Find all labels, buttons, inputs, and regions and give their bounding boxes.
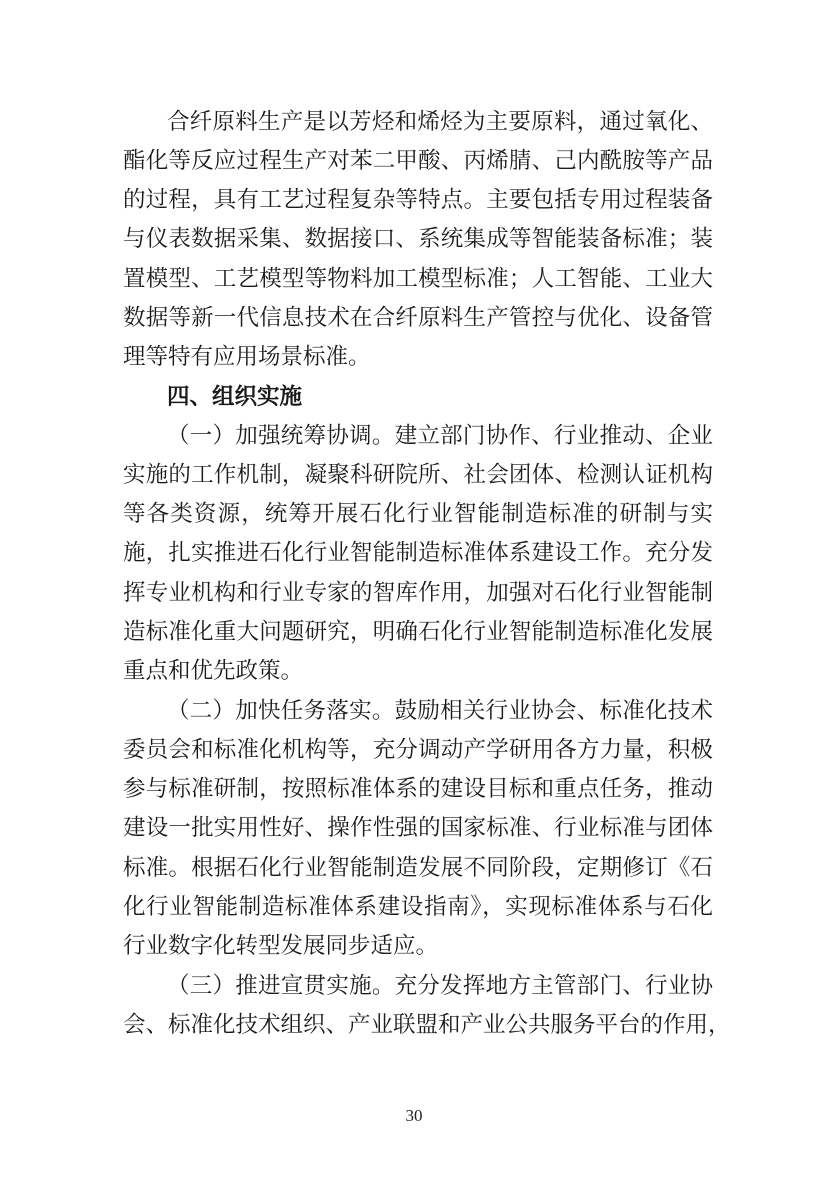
paragraph-1-line-3: 的过程，具有工艺过程复杂等特点。主要包括专用过程装备 bbox=[123, 187, 713, 213]
paragraph-1-line-1: 合纤原料生产是以芳烃和烯烃为主要原料，通过氧化、 bbox=[167, 109, 713, 135]
paragraph-3-line-4: 建设一批实用性好、操作性强的国家标准、行业标准与团体 bbox=[123, 815, 713, 841]
paragraph-4-line-2: 会、标准化技术组织、产业联盟和产业公共服务平台的作用， bbox=[123, 1012, 731, 1038]
paragraph-1-line-6: 数据等新一代信息技术在合纤原料生产管控与优化、设备管 bbox=[123, 305, 713, 331]
paragraph-2-line-3: 等各类资源，统筹开展石化行业智能制造标准的研制与实 bbox=[123, 501, 713, 527]
paragraph-1-line-2: 酯化等反应过程生产对苯二甲酸、丙烯腈、己内酰胺等产品 bbox=[123, 148, 713, 174]
paragraph-3-line-5: 标准。根据石化行业智能制造发展不同阶段，定期修订《石 bbox=[123, 855, 713, 881]
paragraph-2-first-rest: 建立部门协作、行业推动、企业 bbox=[394, 423, 713, 449]
paragraph-3-line-7: 行业数字化转型发展同步适应。 bbox=[123, 933, 439, 959]
paragraph-2-lead: （一）加强统筹协调。 bbox=[167, 423, 395, 449]
paragraph-2-line-5: 挥专业机构和行业专家的智库作用，加强对石化行业智能制 bbox=[123, 580, 713, 606]
paragraph-1-line-4: 与仪表数据采集、数据接口、系统集成等智能装备标准；装 bbox=[123, 226, 713, 252]
paragraph-2-line-2: 实施的工作机制，凝聚科研院所、社会团体、检测认证机构 bbox=[123, 462, 713, 488]
paragraph-2-line-7: 重点和优先政策。 bbox=[123, 658, 304, 684]
paragraph-3-line-6: 化行业智能制造标准体系建设指南》，实现标准体系与石化 bbox=[123, 894, 713, 920]
paragraph-3-first-rest: 鼓励相关行业协会、标准化技术 bbox=[394, 698, 713, 724]
paragraph-2-line-4: 施，扎实推进石化行业智能制造标准体系建设工作。充分发 bbox=[123, 540, 713, 566]
paragraph-4-first-rest: 充分发挥地方主管部门、行业协 bbox=[394, 973, 713, 999]
section-heading: 四、组织实施 bbox=[167, 384, 303, 410]
paragraph-4-lead: （三）推进宣贯实施。 bbox=[167, 973, 395, 999]
paragraph-3-line-2: 委员会和标准化机构等，充分调动产学研用各方力量，积极 bbox=[123, 737, 713, 763]
page-number: 30 bbox=[405, 1106, 423, 1125]
paragraph-1-line-7: 理等特有应用场景标准。 bbox=[123, 344, 371, 370]
paragraph-3-line-3: 参与标准研制，按照标准体系的建设目标和重点任务，推动 bbox=[123, 776, 713, 802]
paragraph-2-line-6: 造标准化重大问题研究，明确石化行业智能制造标准化发展 bbox=[123, 619, 713, 645]
paragraph-1-line-5: 置模型、工艺模型等物料加工模型标准；人工智能、工业大 bbox=[123, 266, 713, 292]
paragraph-3-lead: （二）加快任务落实。 bbox=[167, 698, 395, 724]
